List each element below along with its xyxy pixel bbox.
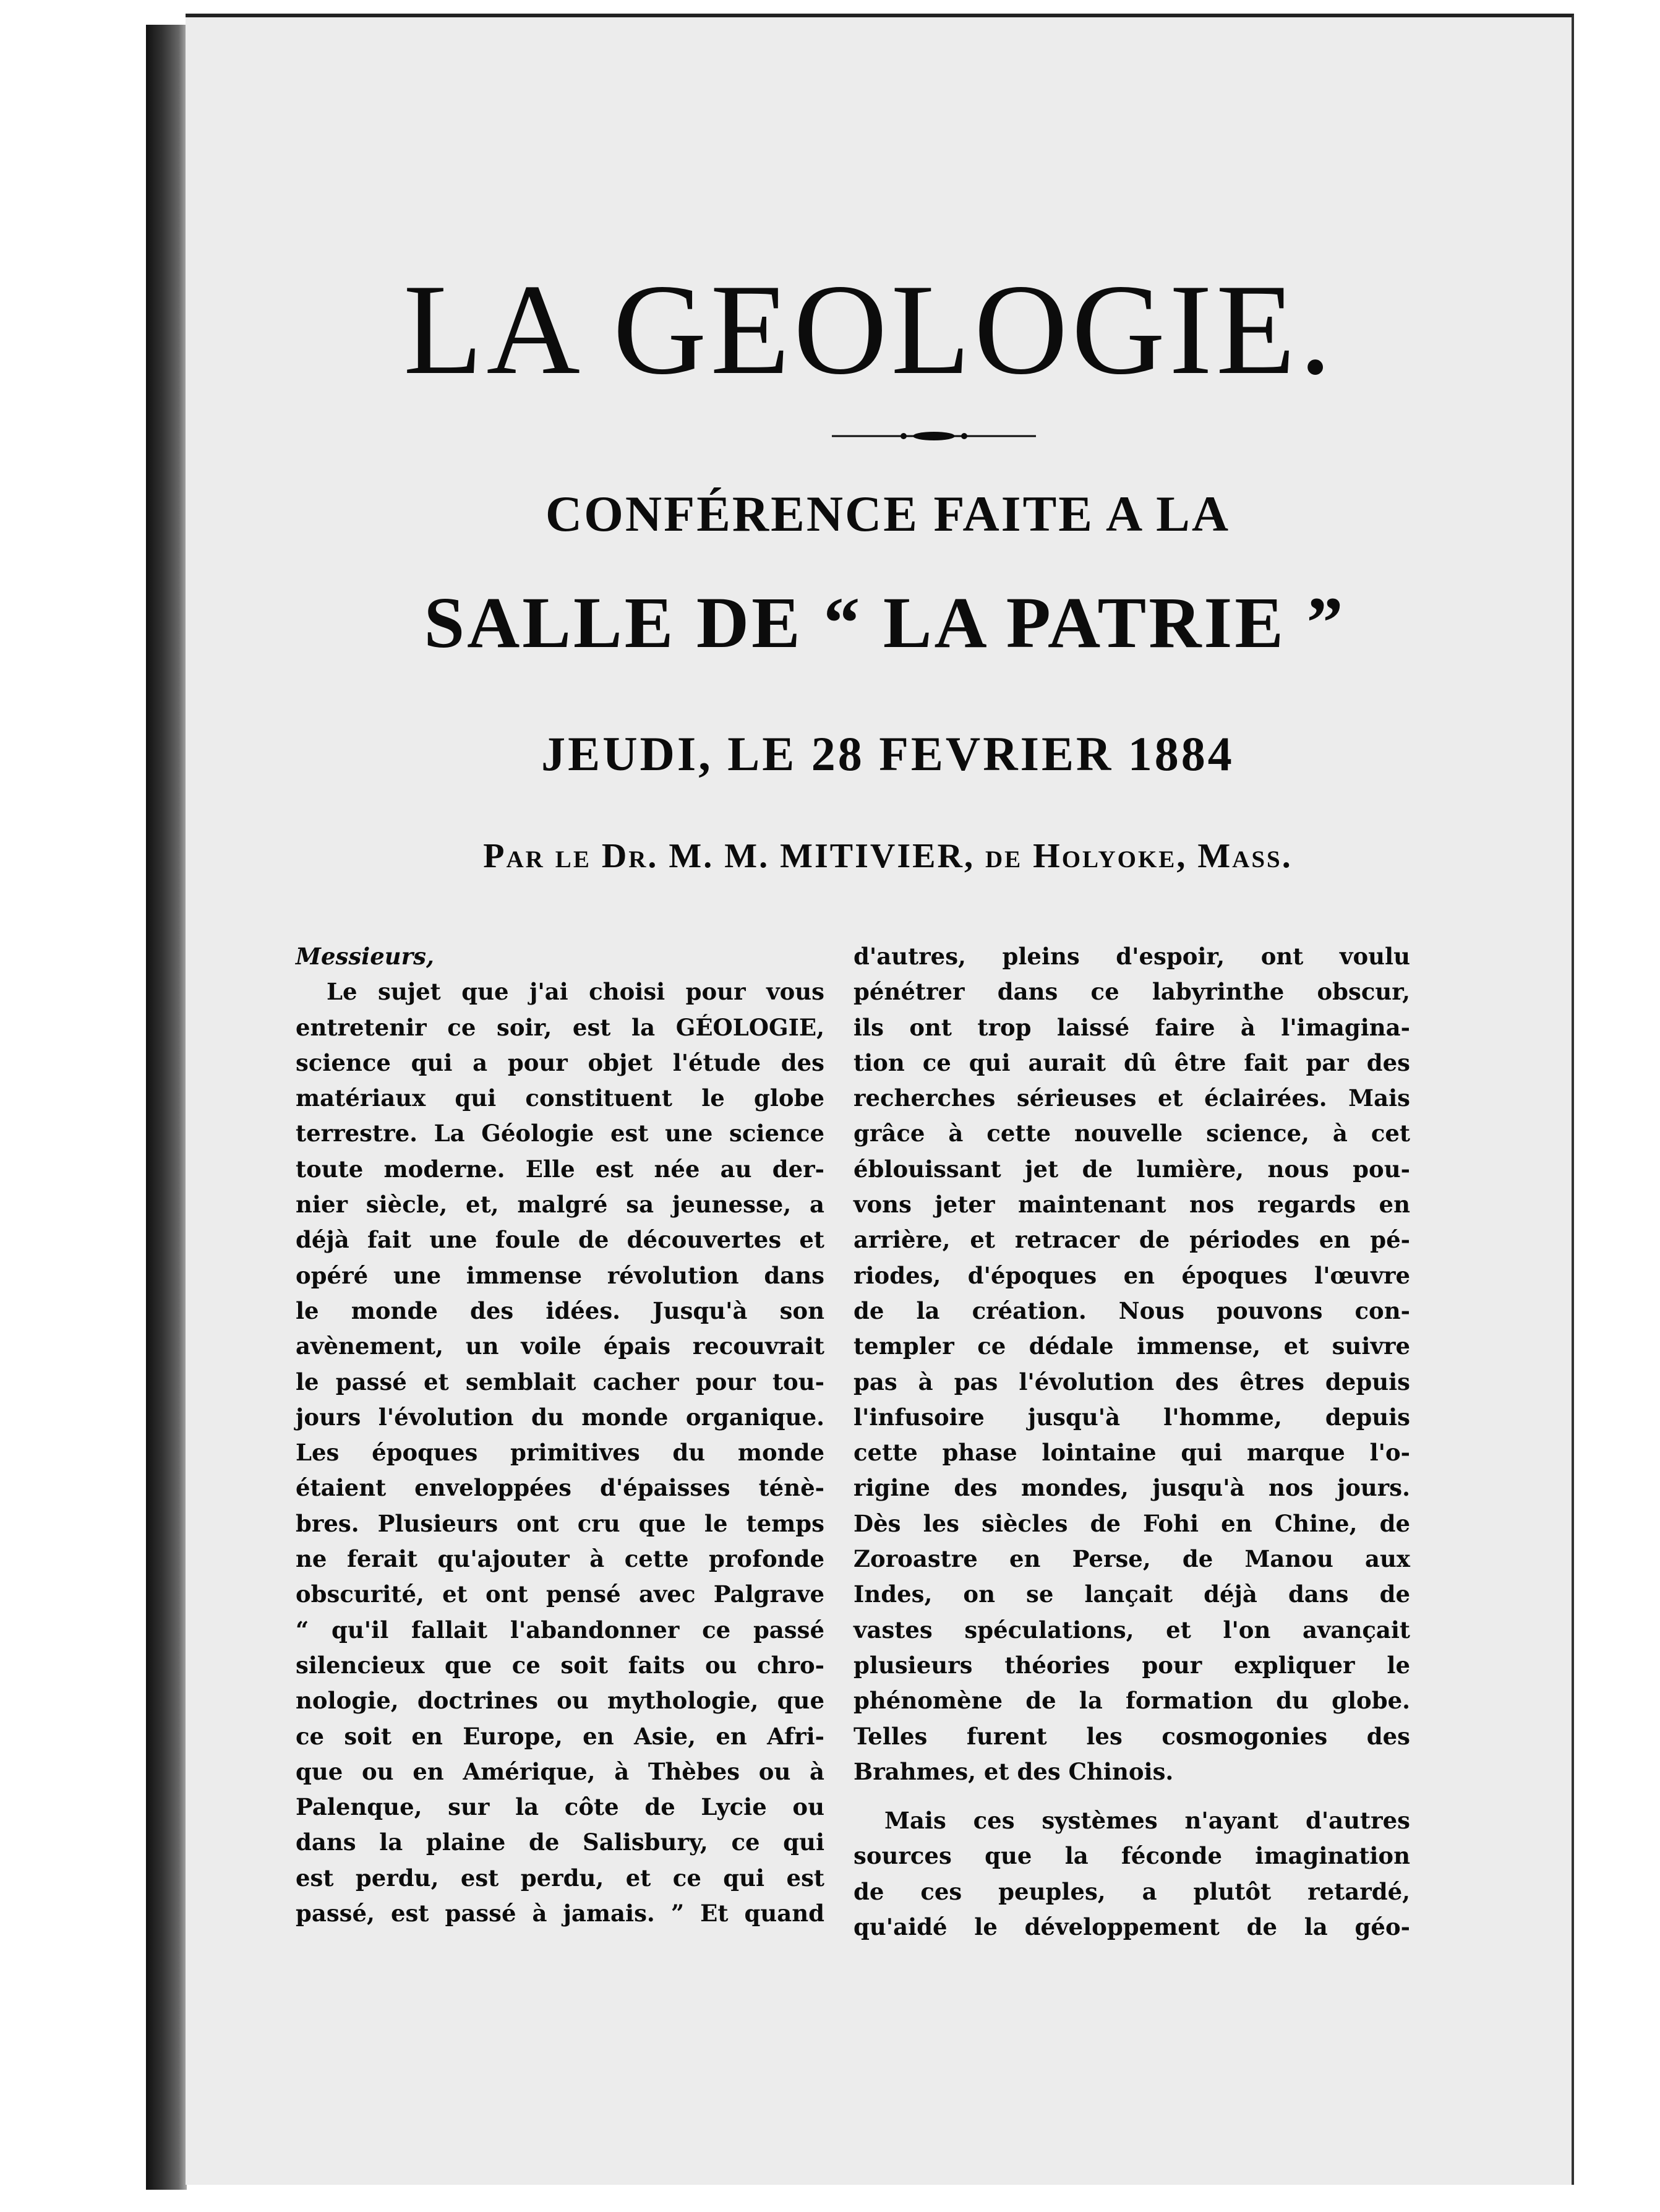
- text-line: déjà fait une foule de découvertes et: [296, 1226, 824, 1254]
- text-line: tion ce qui aurait dû être fait par des: [854, 1048, 1410, 1076]
- text-line: avènement, un voile épais recouvrait: [296, 1332, 824, 1360]
- text-line: ils ont trop laissé faire à l'imagina-: [854, 1013, 1410, 1041]
- text-line: silencieux que ce soit faits ou chro-: [296, 1651, 824, 1679]
- text-line: “ qu'il fallait l'abandonner ce passé: [296, 1616, 824, 1644]
- text-line: que ou en Amérique, à Thèbes ou à: [296, 1757, 824, 1785]
- text-line: science qui a pour objet l'étude des: [296, 1048, 824, 1076]
- text-line: phénomène de la formation du globe.: [854, 1687, 1410, 1715]
- text-line: arrière, et retracer de périodes en pé-: [854, 1226, 1410, 1254]
- text-line: nologie, doctrines ou mythologie, que: [296, 1687, 824, 1715]
- ornament-rule: [832, 427, 1036, 445]
- text-line: plusieurs théories pour expliquer le: [854, 1651, 1410, 1679]
- text-line: d'autres, pleins d'espoir, ont voulu: [854, 943, 1410, 970]
- text-line: Les époques primitives du monde: [296, 1439, 824, 1467]
- text-line: vastes spéculations, et l'on avançait: [854, 1616, 1410, 1644]
- text-line: Dès les siècles de Fohi en Chine, de: [854, 1509, 1410, 1537]
- text-line: passé, est passé à jamais. ” Et quand: [296, 1900, 824, 1927]
- subtitle-venue: SALLE DE “ LA PATRIE ”: [424, 582, 1346, 663]
- text-line: étaient enveloppées d'épaisses ténè-: [296, 1474, 824, 1502]
- text-line: ce soit en Europe, en Asie, en Afri-: [296, 1722, 824, 1750]
- text-line: obscurité, et ont pensé avec Palgrave: [296, 1580, 824, 1608]
- text-line: pénétrer dans ce labyrinthe obscur,: [854, 978, 1410, 1006]
- text-line: Mais ces systèmes n'ayant d'autres: [884, 1807, 1410, 1835]
- text-line: Indes, on se lançait déjà dans de: [854, 1580, 1410, 1608]
- text-line: riodes, d'époques en époques l'œuvre: [854, 1261, 1410, 1289]
- paragraph-gap: [854, 1790, 1410, 1803]
- text-line: est perdu, est perdu, et ce qui est: [296, 1864, 824, 1892]
- text-line: l'infusoire jusqu'à l'homme, depuis: [854, 1403, 1410, 1431]
- text-line: Le sujet que j'ai choisi pour vous: [327, 978, 824, 1006]
- salutation: Messieurs,: [296, 943, 434, 970]
- subtitle-conference: CONFÉRENCE FAITE A LA: [545, 486, 1231, 542]
- text-line: ne ferait qu'ajouter à cette profonde: [296, 1545, 824, 1573]
- text-line: qu'aidé le développement de la géo-: [854, 1913, 1410, 1941]
- text-line: templer ce dédale immense, et suivre: [854, 1332, 1410, 1360]
- text-line: dans la plaine de Salisbury, ce qui: [296, 1828, 824, 1856]
- text-line: le monde des idées. Jusqu'à son: [296, 1297, 824, 1324]
- text-line: Brahmes, et des Chinois.: [854, 1757, 1174, 1785]
- page-title: LA GEOLOGIE.: [403, 258, 1335, 401]
- author-line: Par le Dr. M. M. MITIVIER, de Holyoke, Mass.: [483, 837, 1293, 875]
- text-line: vons jeter maintenant nos regards en: [854, 1191, 1410, 1219]
- date-line: JEUDI, LE 28 FEVRIER 1884: [541, 727, 1234, 781]
- text-line: Zoroastre en Perse, de Manou aux: [854, 1545, 1410, 1573]
- text-line: matériaux qui constituent le globe: [296, 1084, 824, 1112]
- text-column-right: [854, 939, 1410, 1945]
- text-line: opéré une immense révolution dans: [296, 1261, 824, 1289]
- text-line: le passé et semblait cacher pour tou-: [296, 1368, 824, 1395]
- text-line: recherches sérieuses et éclairées. Mais: [854, 1084, 1410, 1112]
- text-line: toute moderne. Elle est née au der-: [296, 1155, 824, 1183]
- text-line: rigine des mondes, jusqu'à nos jours.: [854, 1474, 1410, 1502]
- text-line: sources que la féconde imagination: [854, 1842, 1410, 1870]
- text-line: Palenque, sur la côte de Lycie ou: [296, 1793, 824, 1821]
- text-line: pas à pas l'évolution des êtres depuis: [854, 1368, 1410, 1395]
- text-line: cette phase lointaine qui marque l'o-: [854, 1439, 1410, 1467]
- text-line: nier siècle, et, malgré sa jeunesse, a: [296, 1191, 824, 1219]
- text-line: jours l'évolution du monde organique.: [296, 1403, 824, 1431]
- text-line: entretenir ce soir, est la GÉOLOGIE,: [296, 1013, 824, 1041]
- text-line: éblouissant jet de lumière, nous pou-: [854, 1155, 1410, 1183]
- text-line: grâce à cette nouvelle science, à cet: [854, 1120, 1410, 1147]
- text-line: bres. Plusieurs ont cru que le temps: [296, 1509, 824, 1537]
- text-line: de ces peuples, a plutôt retardé,: [854, 1877, 1410, 1905]
- text-line: de la création. Nous pouvons con-: [854, 1297, 1410, 1324]
- text-line: Telles furent les cosmogonies des: [854, 1722, 1410, 1750]
- text-column-left: [296, 939, 824, 1931]
- paper-sheet: [186, 14, 1574, 2185]
- text-line: terrestre. La Géologie est une science: [296, 1120, 824, 1147]
